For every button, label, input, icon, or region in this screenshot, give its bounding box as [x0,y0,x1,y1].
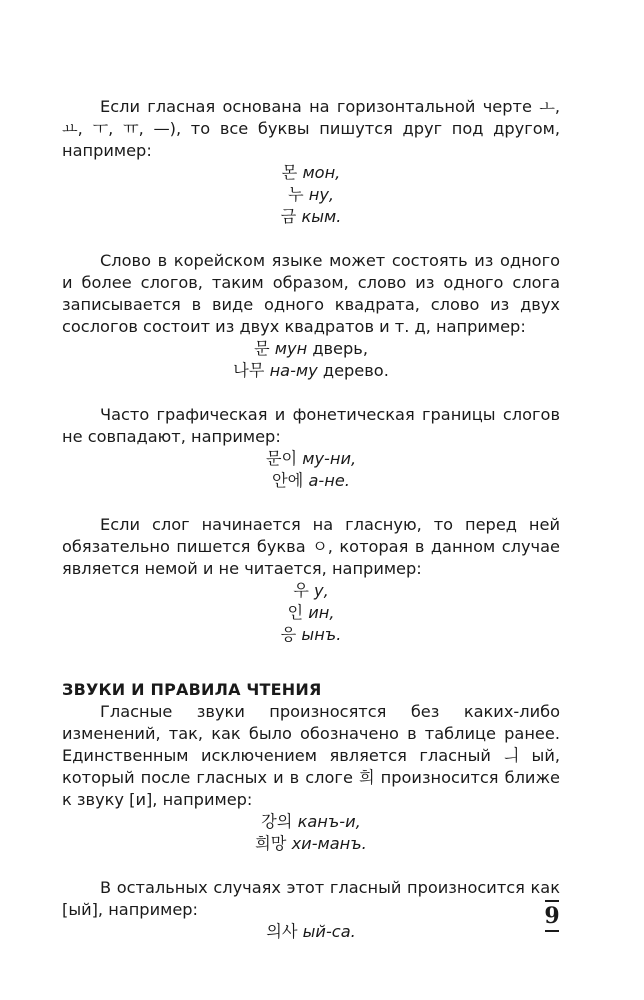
examples-ui-vowel [62,811,560,855]
examples-silent-ieung [62,580,560,646]
paragraph-boundaries: Часто графическая и фонетическая границы слогов не совпадают, например: [62,405,560,446]
paragraph-syllables: Слово в корейском языке может состоять из одного и более слогов, таким образом, слово из одного слога записывается в виде одного квадрата, слово из двух сослогов состоит из двух квадратов и т. д, например: [62,251,560,336]
examples-horizontal [62,162,560,228]
example-line: 누 ну, [287,185,335,204]
example-line: 문 мун дверь, [254,339,368,358]
example-line: 희망 хи-манъ. [255,834,367,853]
example-line: 강의 канъ-и, [261,812,361,831]
example-line: 안에 а-не. [272,471,350,490]
example-line: 문이 му-ни, [265,449,357,468]
example-line: 나무 на-му дерево. [233,361,389,380]
example-line: 인 ин, [287,603,335,622]
example-line: 우 у, [293,581,329,600]
example-line: 금 кым. [280,207,342,226]
section-heading: ЗВУКИ И ПРАВИЛА ЧТЕНИЯ [62,680,322,699]
examples-syllables [62,338,560,382]
examples-boundaries [62,448,560,492]
paragraph-vowel-sounds: Гласные звуки произносятся без каких-либо изменений, так, как было обозначено в таблице ранее. Единственным исключением является гласный ㅢ ый, который после гласных и в слоге 희 произносится ближе к звуку [и], например: [62,702,560,809]
paragraph-other-cases: В остальных случаях этот гласный произносится как [ый], например: [62,878,560,919]
example-line: 몬 мон, [281,163,341,182]
page-number-block [538,900,566,932]
paragraph-horizontal-vowels: Если гласная основана на горизонтальной черте ㅗ, ㅛ, ㅜ, ㅠ, —), то все буквы пишутся друг под другом, например: [62,97,560,160]
paragraph-silent-ieung: Если слог начинается на гласную, то перед ней обязательно пишется буква ㅇ, которая в данном случае является немой и не читается, например: [62,515,560,578]
page-number-rule-bottom [545,930,559,932]
examples-other-cases [62,921,560,943]
example-line: 응 ынъ. [280,625,342,644]
example-line: 의사 ый-са. [266,922,356,941]
page-number: 9 [544,903,560,929]
page-body [62,96,560,943]
